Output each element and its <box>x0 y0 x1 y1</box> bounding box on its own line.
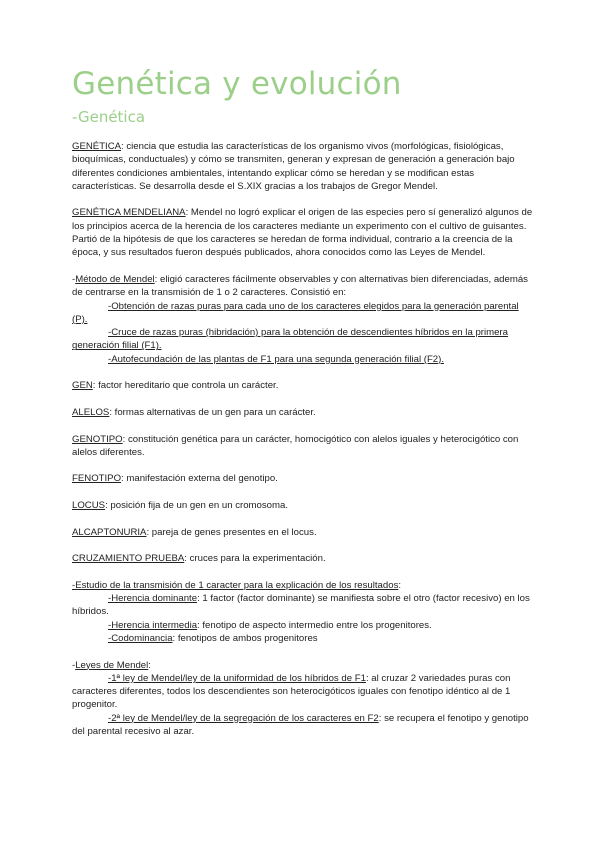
text-gen: : factor hereditario que controla un carácter. <box>92 380 279 392</box>
term-primera-ley: -1ª ley de Mendel/ley de la uniformidad de los híbridos de F1 <box>108 672 366 684</box>
term-alcaptonuria: ALCAPTONURIA <box>72 526 147 538</box>
document-body <box>72 140 534 752</box>
definition-alcaptonuria <box>72 526 534 539</box>
text-genetica: : ciencia que estudia las características de los organismo vivos (morfológicas, fisiológicas, bioquímicas, conductuales) y cómo se transmiten, generan y expresan de generación a generación bajo diferentes condiciones ambientales, intentando explicar cómo se heredan y se modifican estas características. Se desarrolla desde el S.XIX gracias a los trabajos de Gregor Mendel. <box>72 141 515 192</box>
estudio-item <box>72 619 534 632</box>
term-codominancia: -Codominancia <box>108 632 173 644</box>
text-cruzamiento-prueba: : cruces para la experimentación. <box>184 553 326 565</box>
text-codominancia: : fenotipos de ambos progenitores <box>172 632 318 644</box>
term-genotipo: GENOTIPO <box>72 433 123 445</box>
term-alelos: ALELOS <box>72 406 110 418</box>
term-herencia-dominante: -Herencia dominante <box>108 593 198 605</box>
paragraph-mendeliana <box>72 206 534 259</box>
estudio-item <box>72 632 534 645</box>
page-subtitle: -Genética <box>72 108 146 126</box>
paragraph-leyes <box>72 659 534 739</box>
metodo-step-1: -Obtención de razas puras para cada uno de los caracteres elegidos para la generación parental (P). <box>72 300 519 325</box>
definition-cruzamiento-prueba <box>72 552 534 565</box>
paragraph-genetica <box>72 140 534 193</box>
term-genetica: GENÉTICA <box>72 141 122 152</box>
text-locus: : posición fija de un gen en un cromosoma. <box>105 500 288 512</box>
term-locus: LOCUS <box>72 500 106 512</box>
ley-item <box>72 672 534 712</box>
text-alcaptonuria: : pareja de genes presentes en el locus. <box>146 526 317 538</box>
term-segunda-ley: -2ª ley de Mendel/ley de la segregación de los caracteres en F2 <box>108 712 379 724</box>
heading-leyes: Leyes de Mendel <box>75 659 149 671</box>
text-metodo: : eligió caracteres fácilmente observables y con alternativas bien diferenciadas, además de centrarse en la transmisión de 1 o 2 caracteres. Consistió en: <box>72 273 528 299</box>
text-mendeliana: : Mendel no logró explicar el origen de las especies pero sí generalizó algunos de los principios acerca de la herencia de los caracteres mediante un experimento con el cultivo de guisantes. Partió de la hipótesis de que los caracteres se heredan de forma individual, contrario a la creencia de la época, y sus resultados fueron después publicados, ahora conocidos como las Leyes de Mendel. <box>72 207 533 259</box>
text-primera-ley: : al cruzar 2 variedades puras con caracteres diferentes, todos los descendientes son heterocigóticos iguales con fenotipo idéntico al de 1 progenitor. <box>72 672 511 711</box>
term-mendeliana: GENÉTICA MENDELIANA <box>72 207 186 219</box>
text-herencia-intermedia: : fenotipo de aspecto intermedio entre los progenitores. <box>197 619 432 631</box>
metodo-step-3: -Autofecundación de las plantas de F1 para una segunda generación filial (F2). <box>108 353 444 365</box>
paragraph-metodo <box>72 273 534 366</box>
paragraph-estudio <box>72 579 534 645</box>
colon-leyes: : <box>148 659 151 671</box>
metodo-step <box>72 353 534 366</box>
estudio-item <box>72 592 534 619</box>
heading-estudio: -Estudio de la transmisión de 1 caracter para la explicación de los resultados <box>72 579 399 591</box>
text-genotipo: : constitución genética para un carácter, homocigótico con alelos iguales y heterocigótico con alelos diferentes. <box>72 433 519 458</box>
term-gen: GEN <box>72 380 93 392</box>
metodo-step <box>72 300 534 327</box>
text-herencia-dominante: : 1 factor (factor dominante) se manifiesta sobre el otro (factor recesivo) en los híbridos. <box>72 593 530 618</box>
text-fenotipo: : manifestación externa del genotipo. <box>121 473 278 485</box>
definition-fenotipo <box>72 472 534 485</box>
term-metodo: Método de Mendel <box>75 273 155 285</box>
definition-alelos <box>72 406 534 419</box>
metodo-step <box>72 326 534 353</box>
page-title: Genética y evolución <box>72 66 402 102</box>
term-herencia-intermedia: -Herencia intermedia <box>108 619 198 631</box>
definition-locus <box>72 499 534 512</box>
text-alelos: : formas alternativas de un gen para un carácter. <box>109 406 316 418</box>
definition-genotipo <box>72 433 534 460</box>
term-cruzamiento-prueba: CRUZAMIENTO PRUEBA <box>72 553 185 565</box>
term-fenotipo: FENOTIPO <box>72 473 122 485</box>
text-segunda-ley: : se recupera el fenotipo y genotipo del parental recesivo al azar. <box>72 712 529 738</box>
prefix-leyes: - <box>72 659 76 671</box>
ley-item <box>72 712 534 739</box>
metodo-step-2: -Cruce de razas puras (hibridación) para la obtención de descendientes híbridos en la primera generación filial (F1). <box>72 327 508 352</box>
prefix-metodo: - <box>72 273 76 285</box>
colon-estudio: : <box>398 579 402 591</box>
definition-gen <box>72 379 534 392</box>
